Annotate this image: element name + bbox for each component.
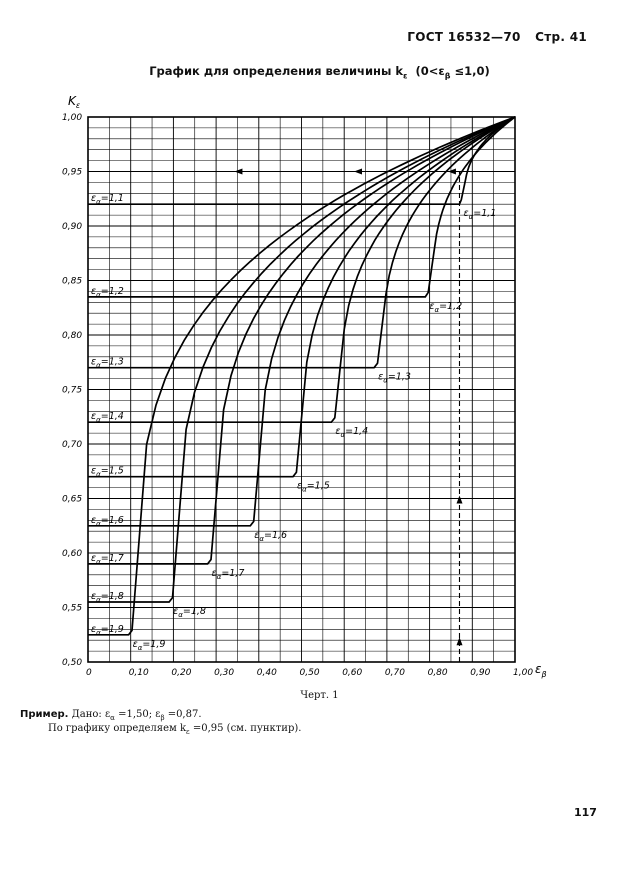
- example-result: По графику определяем k: [48, 723, 187, 734]
- page-reference: Стр. 41: [535, 30, 587, 44]
- x-tick-label: 0: [86, 668, 92, 678]
- chart-title-text: График для определения величины k: [149, 64, 403, 78]
- series-label-right: $\varepsilon_\alpha=1,4$: [335, 426, 369, 440]
- chart-title: График для определения величины $k_\varepsilon$ $(0<\varepsilon_\beta \le 1,0)$: [149, 64, 490, 81]
- x-tick-label: 0,20: [171, 668, 192, 678]
- example-label: Пример.: [20, 709, 69, 720]
- example-line-2: По графику определяем $k_\varepsilon =0,95$ (см. пунктир).: [48, 723, 302, 736]
- figure-caption: Черт. 1: [300, 690, 339, 701]
- example-result-value: =0,95 (см. пунктир).: [192, 723, 302, 734]
- series-label-left: $\varepsilon_\alpha=1,6$: [91, 514, 124, 528]
- x-tick-label: 0,90: [470, 668, 491, 678]
- y-tick-label: 0,50: [62, 658, 83, 668]
- arrow-left-icon: [354, 169, 362, 175]
- series-label-left: $\varepsilon_\alpha=1,7$: [91, 552, 124, 566]
- series-label-right: $\varepsilon_\alpha=1,8$: [173, 606, 206, 620]
- chart-title-condition-end: ≤1,0): [454, 64, 490, 78]
- series-label-left: $\varepsilon_\alpha=1,4$: [91, 411, 124, 425]
- chart-title-condition: (0<ε: [415, 64, 445, 78]
- x-tick-label: 0,30: [214, 668, 235, 678]
- chart-tick-labels: [62, 113, 533, 678]
- arrow-left-icon: [234, 169, 242, 175]
- y-tick-label: 0,75: [62, 385, 83, 396]
- y-tick-label: 0,90: [62, 222, 83, 232]
- series-label-right: $\varepsilon_\alpha=1,6$: [254, 529, 288, 543]
- series-label-right: $\varepsilon_\alpha=1,3$: [378, 371, 411, 385]
- y-tick-label: 1,00: [62, 113, 83, 123]
- y-tick-label: 0,65: [62, 494, 83, 505]
- x-tick-label: 0,60: [342, 668, 363, 678]
- series-label-left: $\varepsilon_\alpha=1,5$: [91, 465, 124, 479]
- y-tick-label: 0,55: [62, 603, 83, 614]
- x-tick-label: 1,00: [513, 668, 534, 678]
- example-given: Дано: ε: [71, 709, 111, 720]
- x-tick-label: 0,80: [427, 668, 448, 678]
- series-label-right: $\varepsilon_\alpha=1,7$: [211, 567, 245, 581]
- series-label-left: $\varepsilon_\alpha=1,8$: [91, 591, 124, 605]
- x-tick-label: 0,10: [128, 668, 149, 678]
- x-tick-label: 0,40: [256, 668, 277, 678]
- x-tick-label: 0,50: [299, 668, 320, 678]
- y-tick-label: 0,80: [62, 331, 83, 341]
- chart-example-path: [88, 169, 462, 663]
- series-label-right: $\varepsilon_\alpha=1,2$: [429, 300, 463, 314]
- example-alpha-value: =1,50; ε: [118, 709, 161, 720]
- x-tick-label: 0,70: [384, 668, 405, 678]
- example-line-1: Пример. Дано: $\varepsilon_\alpha =1,50$; $\varepsilon_\beta =0,87$.: [20, 709, 202, 722]
- standard-number: ГОСТ 16532—70: [407, 30, 521, 44]
- series-label-left: $\varepsilon_\alpha=1,1$: [91, 193, 124, 207]
- series-label-left: $\varepsilon_\alpha=1,9$: [91, 623, 124, 637]
- arrow-up-icon: [456, 637, 462, 645]
- y-axis-label: $K_\varepsilon$: [68, 94, 81, 110]
- series-label-left: $\varepsilon_\alpha=1,2$: [91, 285, 124, 299]
- y-tick-label: 0,60: [62, 549, 83, 559]
- y-tick-label: 0,85: [62, 276, 83, 287]
- page-number: 117: [574, 806, 597, 819]
- chart-grid: [88, 117, 515, 662]
- series-label-right: $\varepsilon_\alpha=1,9$: [132, 638, 166, 652]
- series-label-right: $\varepsilon_\alpha=1,1$: [463, 208, 497, 222]
- series-label-left: $\varepsilon_\alpha=1,3$: [91, 356, 124, 370]
- series-label-right: $\varepsilon_\alpha=1,5$: [296, 480, 330, 494]
- example-beta-value: =0,87.: [167, 709, 202, 720]
- y-tick-label: 0,95: [62, 167, 83, 178]
- x-axis-label: $\varepsilon_\beta$: [535, 662, 547, 679]
- y-tick-label: 0,70: [62, 440, 83, 450]
- arrow-up-icon: [456, 496, 462, 504]
